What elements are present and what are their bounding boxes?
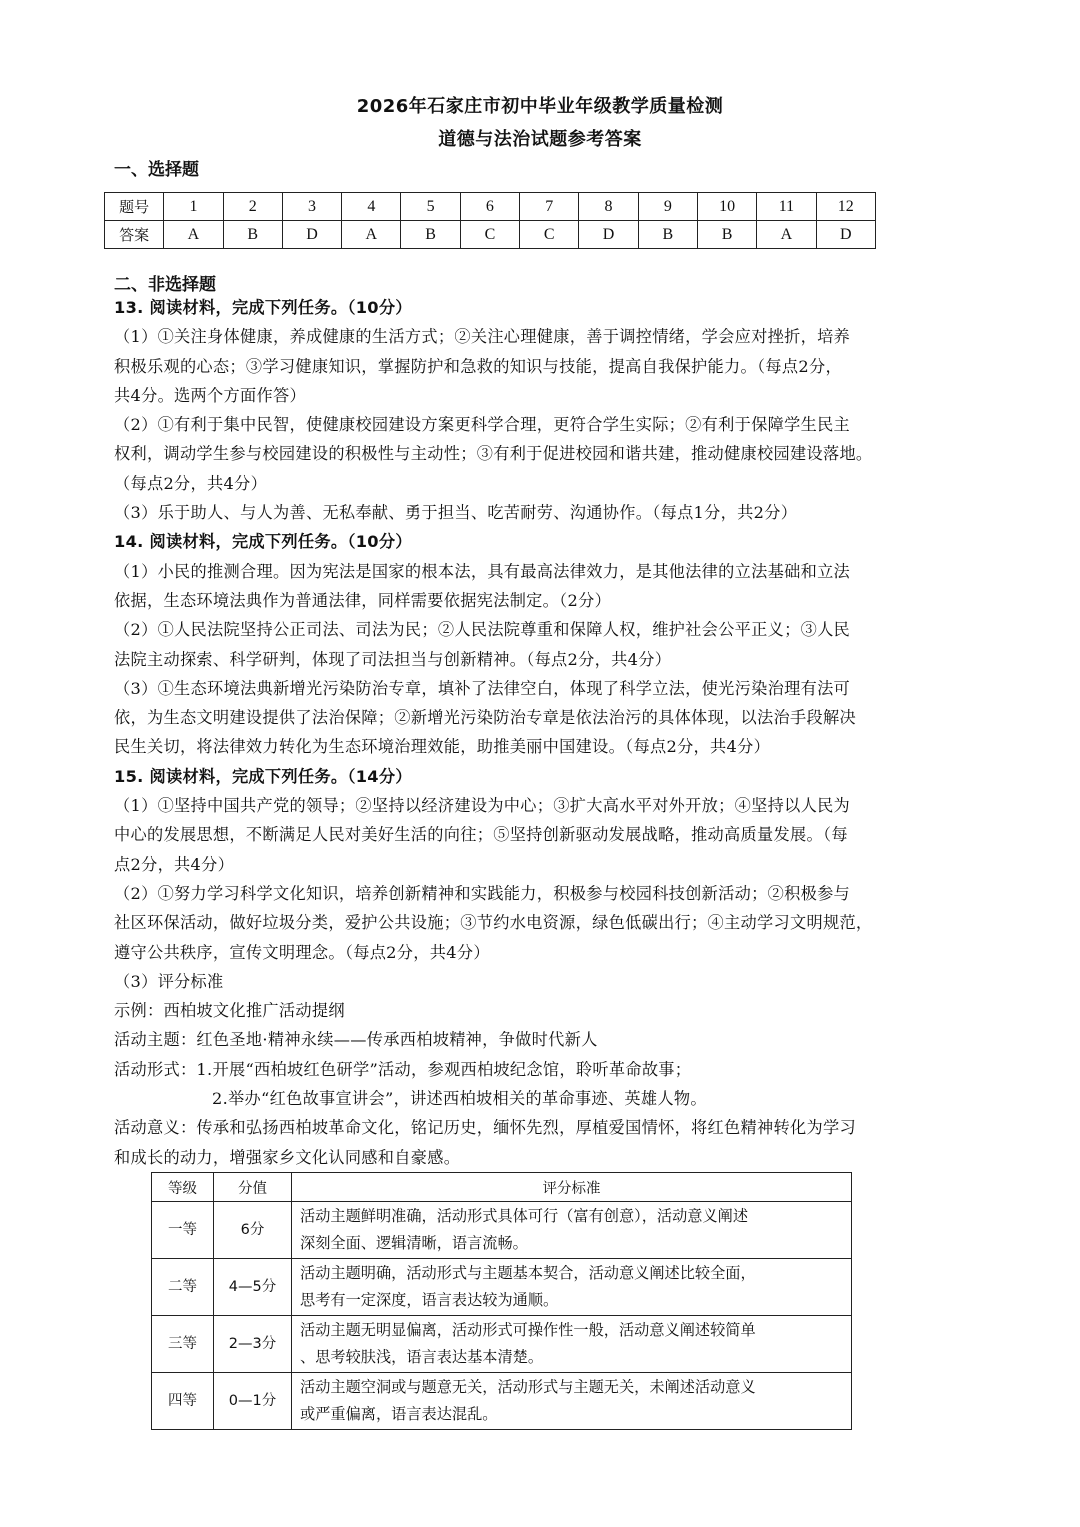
grade-criteria xyxy=(292,1316,852,1373)
answer-cell: B xyxy=(401,221,460,249)
question-number-cell: 12 xyxy=(816,193,875,221)
answer-line: （1）①坚持中国共产党的领导；②坚持以经济建设为中心；③扩大高水平对外开放；④坚持以人民为 xyxy=(114,796,851,816)
answer-line: 积极乐观的心态；③学习健康知识，掌握防护和急救的知识与技能，提高自我保护能力。（每点2分， xyxy=(114,356,842,376)
criteria-line: 或严重偏离，语言表达混乱。 xyxy=(300,1405,498,1423)
criteria-line: 活动主题空洞或与题意无关，活动形式与主题无关，未阐述活动意义 xyxy=(300,1378,756,1396)
criteria-line: 活动主题鲜明准确，活动形式具体可行（富有创意），活动意义阐述 xyxy=(300,1207,749,1225)
grade-score: 0—1分 xyxy=(214,1373,292,1430)
criteria-line: 、思考较肤浅，语言表达基本清楚。 xyxy=(300,1348,543,1366)
question-number-cell: 9 xyxy=(638,193,697,221)
grade-score: 6分 xyxy=(214,1202,292,1259)
answer-cell: B xyxy=(638,221,697,249)
question-heading: 15. 阅读材料，完成下列任务。（14分） xyxy=(114,766,412,786)
answer-line: 示例：西柏坡文化推广活动提纲 xyxy=(114,1001,345,1021)
section-heading-choice: 一、选择题 xyxy=(114,160,199,180)
answer-line: 共4分。选两个方面作答） xyxy=(114,385,306,405)
grading-row xyxy=(152,1202,852,1259)
grade-score: 4—5分 xyxy=(214,1259,292,1316)
question-number-cell: 1 xyxy=(164,193,223,221)
answer-row xyxy=(105,221,876,249)
answer-cell: B xyxy=(697,221,756,249)
question-number-cell: 4 xyxy=(342,193,401,221)
question-number-cell: 7 xyxy=(520,193,579,221)
grade-level: 三等 xyxy=(152,1316,214,1373)
question-heading: 13. 阅读材料，完成下列任务。（10分） xyxy=(114,298,412,317)
answer-line: 依据，生态环境法典作为普通法律，同样需要依据宪法制定。（2分） xyxy=(114,590,612,610)
row-label-answer: 答案 xyxy=(105,221,164,249)
criteria-line: 深刻全面、逻辑清晰，语言流畅。 xyxy=(300,1234,528,1252)
answer-line: （1）小民的推测合理。因为宪法是国家的根本法，具有最高法律效力，是其他法律的立法基础和立法 xyxy=(114,561,851,581)
question-number-cell: 2 xyxy=(223,193,282,221)
answer-line: （2）①人民法院坚持公正司法、司法为民；②人民法院尊重和保障人权，维护社会公平正义；③人民 xyxy=(114,620,851,640)
answer-cell: C xyxy=(520,221,579,249)
grading-row xyxy=(152,1259,852,1316)
paper-subtitle: 道德与法治试题参考答案 xyxy=(438,129,642,150)
header-criteria: 评分标准 xyxy=(292,1173,852,1202)
answer-line: 民生关切，将法律效力转化为生态环境治理效能，助推美丽中国建设。（每点2分，共4分） xyxy=(114,737,771,757)
question-number-cell: 11 xyxy=(757,193,816,221)
grading-row xyxy=(152,1373,852,1430)
answer-line: （3）评分标准 xyxy=(114,971,224,991)
answer-line: （2）①努力学习科学文化知识，培养创新精神和实践能力，积极参与校园科技创新活动；②积极参与 xyxy=(114,883,851,903)
question-number-row xyxy=(105,193,876,221)
question-number-cell: 3 xyxy=(282,193,341,221)
answer-cell: D xyxy=(816,221,875,249)
grade-criteria xyxy=(292,1373,852,1430)
question-heading: 14. 阅读材料，完成下列任务。（10分） xyxy=(114,532,412,552)
answer-line: 点2分，共4分） xyxy=(114,854,235,874)
grading-row xyxy=(152,1316,852,1373)
answer-line: 2.举办“红色故事宣讲会”，讲述西柏坡相关的革命事迹、英雄人物。 xyxy=(212,1089,707,1109)
grading-header-row xyxy=(152,1173,852,1202)
criteria-line: 活动主题无明显偏离，活动形式可操作性一般，活动意义阐述较简单 xyxy=(300,1321,756,1339)
header-level: 等级 xyxy=(152,1173,214,1202)
answer-line: （2）①有利于集中民智，使健康校园建设方案更科学合理，更符合学生实际；②有利于保障学生民主 xyxy=(114,415,851,435)
answer-line: 活动意义：传承和弘扬西柏坡革命文化，铭记历史，缅怀先烈，厚植爱国情怀，将红色精神转化为学习 xyxy=(114,1118,856,1138)
answer-cell: D xyxy=(579,221,638,249)
answer-cell: C xyxy=(460,221,519,249)
choice-answer-table xyxy=(104,192,876,249)
question-number-cell: 10 xyxy=(697,193,756,221)
answer-cell: A xyxy=(757,221,816,249)
answer-cell: A xyxy=(164,221,223,249)
grading-criteria-table xyxy=(151,1172,852,1430)
section-heading-nonchoice: 二、非选择题 xyxy=(114,275,216,295)
header-score: 分值 xyxy=(214,1173,292,1202)
grade-criteria xyxy=(292,1202,852,1259)
criteria-line: 思考有一定深度，语言表达较为通顺。 xyxy=(300,1291,559,1309)
answer-line: （3）①生态环境法典新增光污染防治专章，填补了法律空白，体现了科学立法，使光污染治理有法可 xyxy=(114,678,851,698)
answer-cell: B xyxy=(223,221,282,249)
question-number-cell: 5 xyxy=(401,193,460,221)
grade-level: 一等 xyxy=(152,1202,214,1259)
answer-line: 活动形式：1.开展“西柏坡红色研学”活动，参观西柏坡纪念馆，聆听革命故事； xyxy=(114,1059,692,1079)
exam-title: 2026年石家庄市初中毕业年级教学质量检测 xyxy=(356,96,724,117)
answer-line: 社区环保活动，做好垃圾分类，爱护公共设施；③节约水电资源，绿色低碳出行；④主动学习文明规范， xyxy=(114,913,873,933)
grade-level: 二等 xyxy=(152,1259,214,1316)
answer-line: 法院主动探索、科学研判，体现了司法担当与创新精神。（每点2分，共4分） xyxy=(114,649,672,669)
grade-score: 2—3分 xyxy=(214,1316,292,1373)
answer-line: 和成长的动力，增强家乡文化认同感和自豪感。 xyxy=(114,1147,461,1167)
question-number-cell: 8 xyxy=(579,193,638,221)
answer-line: 权利，调动学生参与校园建设的积极性与主动性；③有利于促进校园和谐共建，推动健康校园建设落地。 xyxy=(114,444,873,464)
grade-criteria xyxy=(292,1259,852,1316)
question-number-cell: 6 xyxy=(460,193,519,221)
answer-line: （3）乐于助人、与人为善、无私奉献、勇于担当、吃苦耐劳、沟通协作。（每点1分，共2分） xyxy=(114,503,798,523)
row-label-number: 题号 xyxy=(105,193,164,221)
grade-level: 四等 xyxy=(152,1373,214,1430)
criteria-line: 活动主题明确，活动形式与主题基本契合，活动意义阐述比较全面， xyxy=(300,1264,756,1282)
answer-line: 中心的发展思想，不断满足人民对美好生活的向往；⑤坚持创新驱动发展战略，推动高质量发展。（每 xyxy=(114,825,848,845)
answer-line: 遵守公共秩序，宣传文明理念。（每点2分，共4分） xyxy=(114,942,490,962)
answer-line: 活动主题：红色圣地·精神永续——传承西柏坡精神，争做时代新人 xyxy=(114,1030,598,1050)
answer-cell: A xyxy=(342,221,401,249)
answer-line: （每点2分，共4分） xyxy=(114,473,268,493)
answer-line: （1）①关注身体健康，养成健康的生活方式；②关注心理健康，善于调控情绪，学会应对挫折，培养 xyxy=(114,327,851,347)
answer-cell: D xyxy=(282,221,341,249)
answer-line: 依，为生态文明建设提供了法治保障；②新增光污染防治专章是依法治污的具体体现，以法治手段解决 xyxy=(114,708,856,728)
answer-body xyxy=(114,293,970,1172)
